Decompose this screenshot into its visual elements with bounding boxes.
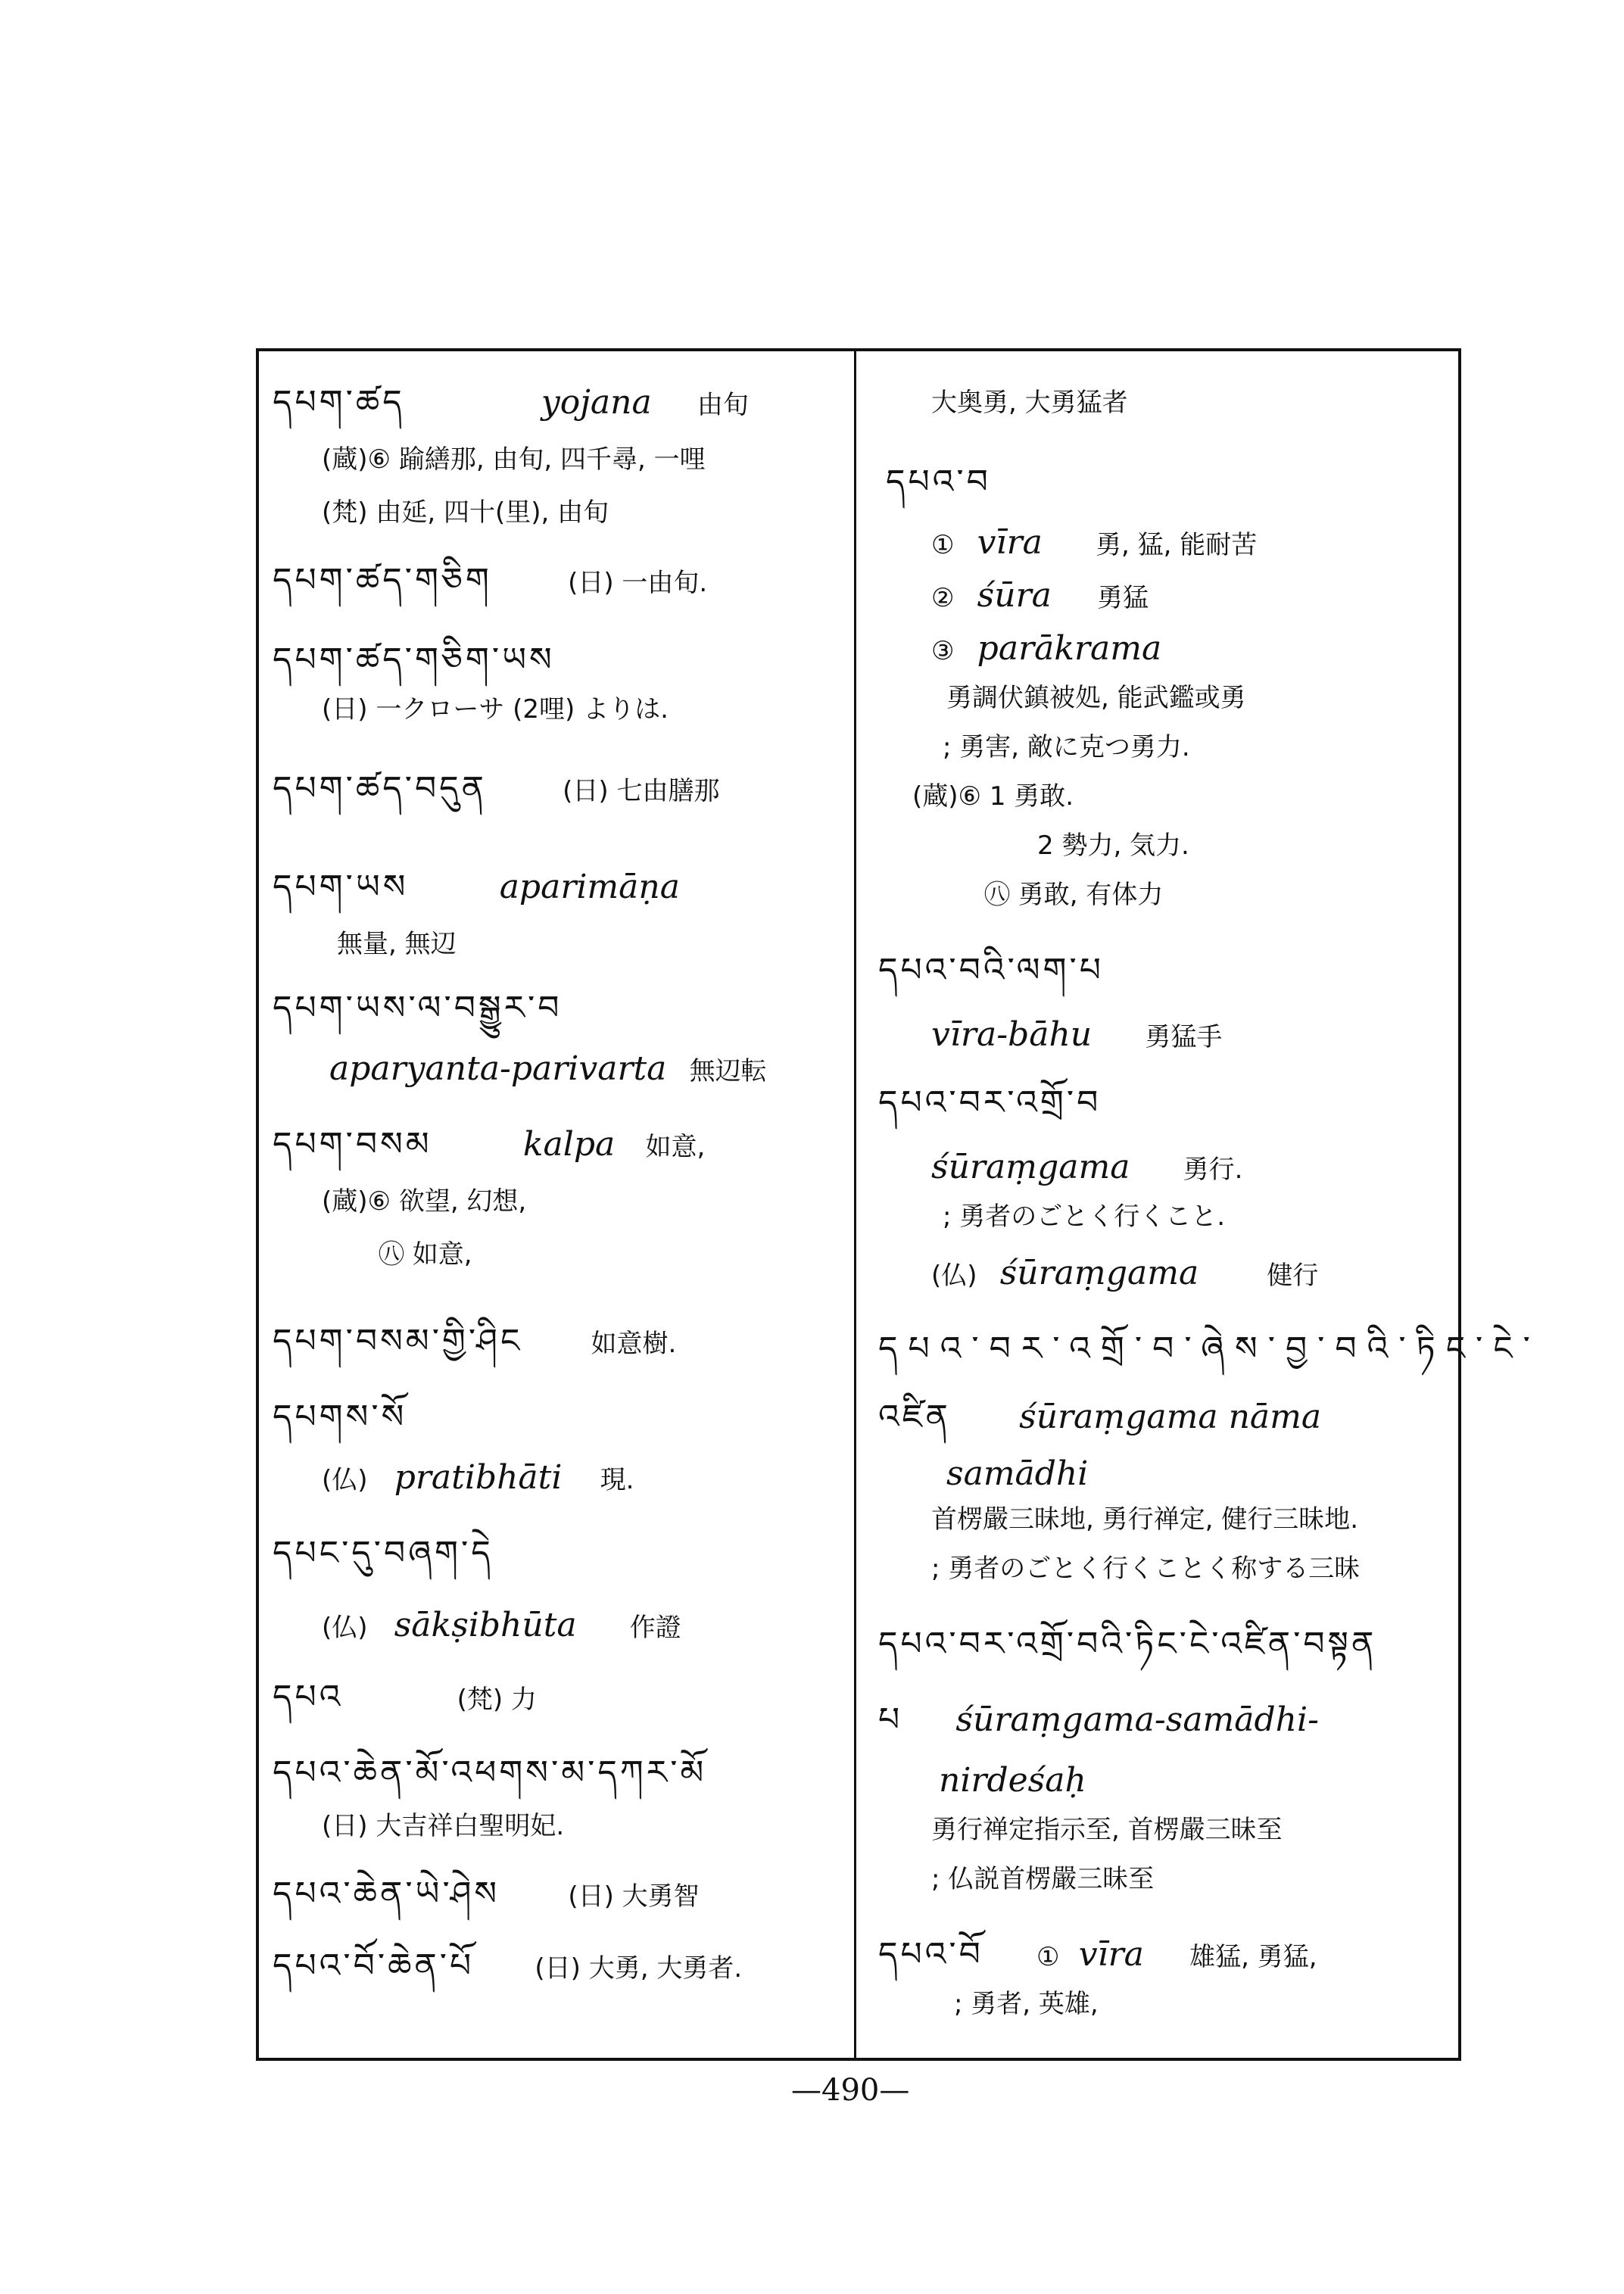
entry-line bbox=[273, 1946, 743, 1985]
translation: 作證 bbox=[629, 1613, 681, 1643]
tibetan-headword: དཔག་ཚད་གཅིག་ཡས bbox=[273, 641, 555, 679]
translation: (仏) bbox=[931, 1261, 977, 1291]
entry-line bbox=[273, 561, 708, 600]
left-column bbox=[273, 348, 848, 2061]
sanskrit-term: nirdeśaḥ bbox=[939, 1761, 1086, 1800]
entry-line bbox=[273, 1678, 537, 1716]
entry-line bbox=[939, 1761, 1086, 1800]
entry-line bbox=[273, 989, 563, 1027]
entry-line bbox=[931, 390, 1128, 416]
translation: (日) 一クローサ (2哩) よりは. bbox=[322, 694, 669, 725]
sanskrit-term: sākṣibhūta bbox=[394, 1606, 577, 1644]
translation: (仏) bbox=[322, 1465, 368, 1495]
translation: (蔵)⑥ 欲望, 幻想, bbox=[322, 1186, 527, 1217]
translation: (日) 一由旬. bbox=[568, 568, 708, 598]
sanskrit-term: vīra-bāhu bbox=[931, 1015, 1093, 1054]
entry-line bbox=[329, 1049, 767, 1088]
entry-line bbox=[322, 1606, 681, 1644]
entry-line bbox=[273, 1875, 700, 1913]
sanskrit-term: parākrama bbox=[977, 629, 1162, 668]
entry-line bbox=[943, 1204, 1225, 1230]
entry-line bbox=[273, 1125, 706, 1164]
tibetan-headword: དཔའ་བར་འགྲོ་བ bbox=[878, 1083, 1102, 1122]
entry-line bbox=[379, 1239, 472, 1270]
sanskrit-term: pratibhāti bbox=[394, 1458, 563, 1497]
translation: 勇, 猛, 能耐苦 bbox=[1096, 530, 1258, 560]
translation: ③ bbox=[931, 636, 955, 666]
sanskrit-term: vīra bbox=[977, 523, 1043, 562]
entry-line bbox=[273, 383, 749, 422]
entry-line bbox=[931, 1866, 1154, 1892]
translation: 如意樹. bbox=[591, 1329, 677, 1359]
translation: 首楞嚴三昧地, 勇行禅定, 健行三昧地. bbox=[931, 1504, 1359, 1535]
page-number: —490— bbox=[791, 2073, 910, 2108]
entry-line bbox=[931, 629, 1162, 668]
translation: (蔵)⑥ 1 勇敢. bbox=[912, 781, 1074, 812]
sanskrit-term: aparimāṇa bbox=[499, 868, 680, 906]
entry-line bbox=[322, 444, 706, 475]
translation: (日) 大吉祥白聖明妃. bbox=[322, 1811, 565, 1841]
entry-line bbox=[984, 882, 1163, 908]
sanskrit-term: samādhi bbox=[946, 1454, 1089, 1493]
translation: (梵) 由延, 四十(里), 由旬 bbox=[322, 497, 609, 528]
translation: 無量, 無辺 bbox=[337, 929, 457, 959]
sanskrit-term: śūraṃgama bbox=[999, 1254, 1199, 1292]
entry-line bbox=[931, 1556, 1360, 1582]
tibetan-headword: དཔའ bbox=[273, 1678, 344, 1716]
entry-line bbox=[931, 1254, 1319, 1292]
translation: 如意, bbox=[645, 1132, 706, 1162]
entry-line bbox=[954, 1991, 1099, 2017]
translation: ① bbox=[931, 530, 955, 560]
entry-line bbox=[273, 769, 720, 808]
entry-line bbox=[946, 1454, 1089, 1493]
sanskrit-term: śūraṃgama nāma bbox=[1019, 1398, 1322, 1436]
entry-line bbox=[878, 1700, 1319, 1739]
translation: ① bbox=[1036, 1942, 1060, 1972]
entry-line bbox=[322, 1813, 564, 1839]
tibetan-headword: པ bbox=[878, 1700, 903, 1739]
tibetan-headword: དཔའ་བར་འགྲོ་བ་ཞེས་བྱ་བའི་ཏིང་ངེ་ bbox=[878, 1329, 1541, 1368]
entry-line bbox=[337, 931, 457, 957]
sanskrit-term: śūraṃgama bbox=[931, 1148, 1130, 1186]
sanskrit-term: aparyanta-parivarta bbox=[329, 1049, 667, 1088]
sanskrit-term: śūra bbox=[977, 576, 1052, 615]
tibetan-headword: དཔའ་ཆེན་ཡེ་ཤེས bbox=[273, 1875, 500, 1913]
translation: 大奥勇, 大勇猛者 bbox=[931, 388, 1128, 418]
entry-line bbox=[322, 497, 609, 528]
tibetan-headword: དཔའ་ཆེན་མོ་འཕགས་མ་དཀར་མོ bbox=[273, 1753, 707, 1792]
entry-line bbox=[273, 868, 680, 906]
translation: (日) 大勇, 大勇者. bbox=[535, 1953, 743, 1984]
entry-line bbox=[912, 781, 1074, 812]
tibetan-headword: དཔག་ཡས་ལ་བསྒྱུར་བ bbox=[273, 989, 563, 1027]
translation: 雄猛, 勇猛, bbox=[1189, 1942, 1317, 1972]
entry-line bbox=[273, 1322, 677, 1361]
entry-line bbox=[1037, 833, 1189, 859]
entry-line bbox=[878, 1329, 1541, 1368]
entry-line bbox=[931, 576, 1149, 615]
tibetan-headword: དཔའ་བར་འགྲོ་བའི་ཏིང་ངེ་འཛིན་བསྟན bbox=[878, 1625, 1377, 1663]
translation: 勇猛 bbox=[1097, 583, 1149, 613]
entry-line bbox=[946, 685, 1246, 711]
tibetan-headword: དཔག་བསམ་གྱི་ཤིང bbox=[273, 1322, 523, 1361]
tibetan-headword: དཔང་དུ་བཞག་དེ bbox=[273, 1534, 494, 1572]
translation: 無辺転 bbox=[689, 1056, 767, 1086]
translation: ; 勇者のごとく行くことく称する三昧 bbox=[931, 1554, 1361, 1584]
entry-line bbox=[273, 641, 555, 679]
translation: ㊇ 勇敢, 有体力 bbox=[984, 880, 1164, 910]
tibetan-headword: དཔག་ཚད་གཅིག bbox=[273, 561, 492, 600]
translation: ; 勇者, 英雄, bbox=[954, 1989, 1099, 2019]
tibetan-headword: དཔའ་བོ་ཆེན་པོ bbox=[273, 1946, 475, 1985]
sanskrit-term: kalpa bbox=[522, 1125, 616, 1164]
entry-line bbox=[273, 1534, 494, 1572]
translation: ㊇ 如意, bbox=[379, 1239, 472, 1270]
translation: 勇行. bbox=[1183, 1155, 1243, 1185]
translation: (蔵)⑥ 踰繕那, 由旬, 四千尋, 一哩 bbox=[322, 444, 706, 475]
sanskrit-term: vīra bbox=[1078, 1935, 1144, 1974]
tibetan-headword: དཔག་ཡས bbox=[273, 868, 409, 906]
translation: 勇調伏鎮被処, 能武鑑或勇 bbox=[946, 683, 1246, 713]
entry-line bbox=[931, 1504, 1359, 1535]
entry-line bbox=[931, 1015, 1223, 1054]
translation: (日) 大勇智 bbox=[568, 1881, 700, 1912]
tibetan-headword: དཔག་བསམ bbox=[273, 1125, 432, 1164]
entry-line bbox=[322, 1458, 634, 1497]
translation: ; 仏説首楞嚴三昧至 bbox=[931, 1864, 1155, 1894]
translation: ② bbox=[931, 583, 955, 613]
entry-line bbox=[322, 694, 669, 725]
translation: 勇猛手 bbox=[1145, 1022, 1223, 1052]
tibetan-headword: འཛིན bbox=[878, 1398, 951, 1436]
translation: 由旬 bbox=[697, 390, 749, 420]
translation: (梵) 力 bbox=[457, 1685, 537, 1715]
translation: 勇行禅定指示至, 首楞嚴三昧至 bbox=[931, 1815, 1283, 1845]
entry-line bbox=[273, 1753, 707, 1792]
translation: (仏) bbox=[322, 1613, 368, 1643]
tibetan-headword: དཔག་ཚད bbox=[273, 383, 405, 422]
translation: ; 勇害, 敵に克つ勇力. bbox=[943, 732, 1190, 762]
entry-line bbox=[878, 1398, 1322, 1436]
translation: 現. bbox=[600, 1465, 634, 1495]
entry-line bbox=[878, 951, 1104, 990]
translation: 健行 bbox=[1267, 1261, 1319, 1291]
entry-line bbox=[322, 1186, 527, 1217]
translation: ; 勇者のごとく行くこと. bbox=[943, 1202, 1226, 1232]
entry-line bbox=[878, 1935, 1317, 1974]
tibetan-headword: དཔའ་བ bbox=[886, 463, 991, 501]
translation: 2 勢力, 気力. bbox=[1037, 831, 1189, 861]
entry-line bbox=[878, 1083, 1102, 1122]
sanskrit-term: śūraṃgama-samādhi- bbox=[955, 1700, 1319, 1739]
column-divider bbox=[854, 348, 856, 2061]
entry-line bbox=[886, 463, 991, 501]
entry-line bbox=[878, 1625, 1377, 1663]
entry-line bbox=[273, 1398, 407, 1436]
tibetan-headword: དཔའ་བོ bbox=[878, 1935, 983, 1974]
entry-line bbox=[931, 1817, 1283, 1843]
entry-line bbox=[931, 523, 1258, 562]
sanskrit-term: yojana bbox=[541, 383, 652, 422]
translation: (日) 七由膳那 bbox=[563, 776, 720, 806]
entry-line bbox=[943, 734, 1190, 760]
tibetan-headword: དཔག་ཚད་བདུན bbox=[273, 769, 487, 808]
right-column bbox=[871, 348, 1541, 2061]
entry-line bbox=[931, 1148, 1243, 1186]
tibetan-headword: དཔའ་བའི་ལག་པ bbox=[878, 951, 1104, 990]
tibetan-headword: དཔགས་སོ bbox=[273, 1398, 407, 1436]
